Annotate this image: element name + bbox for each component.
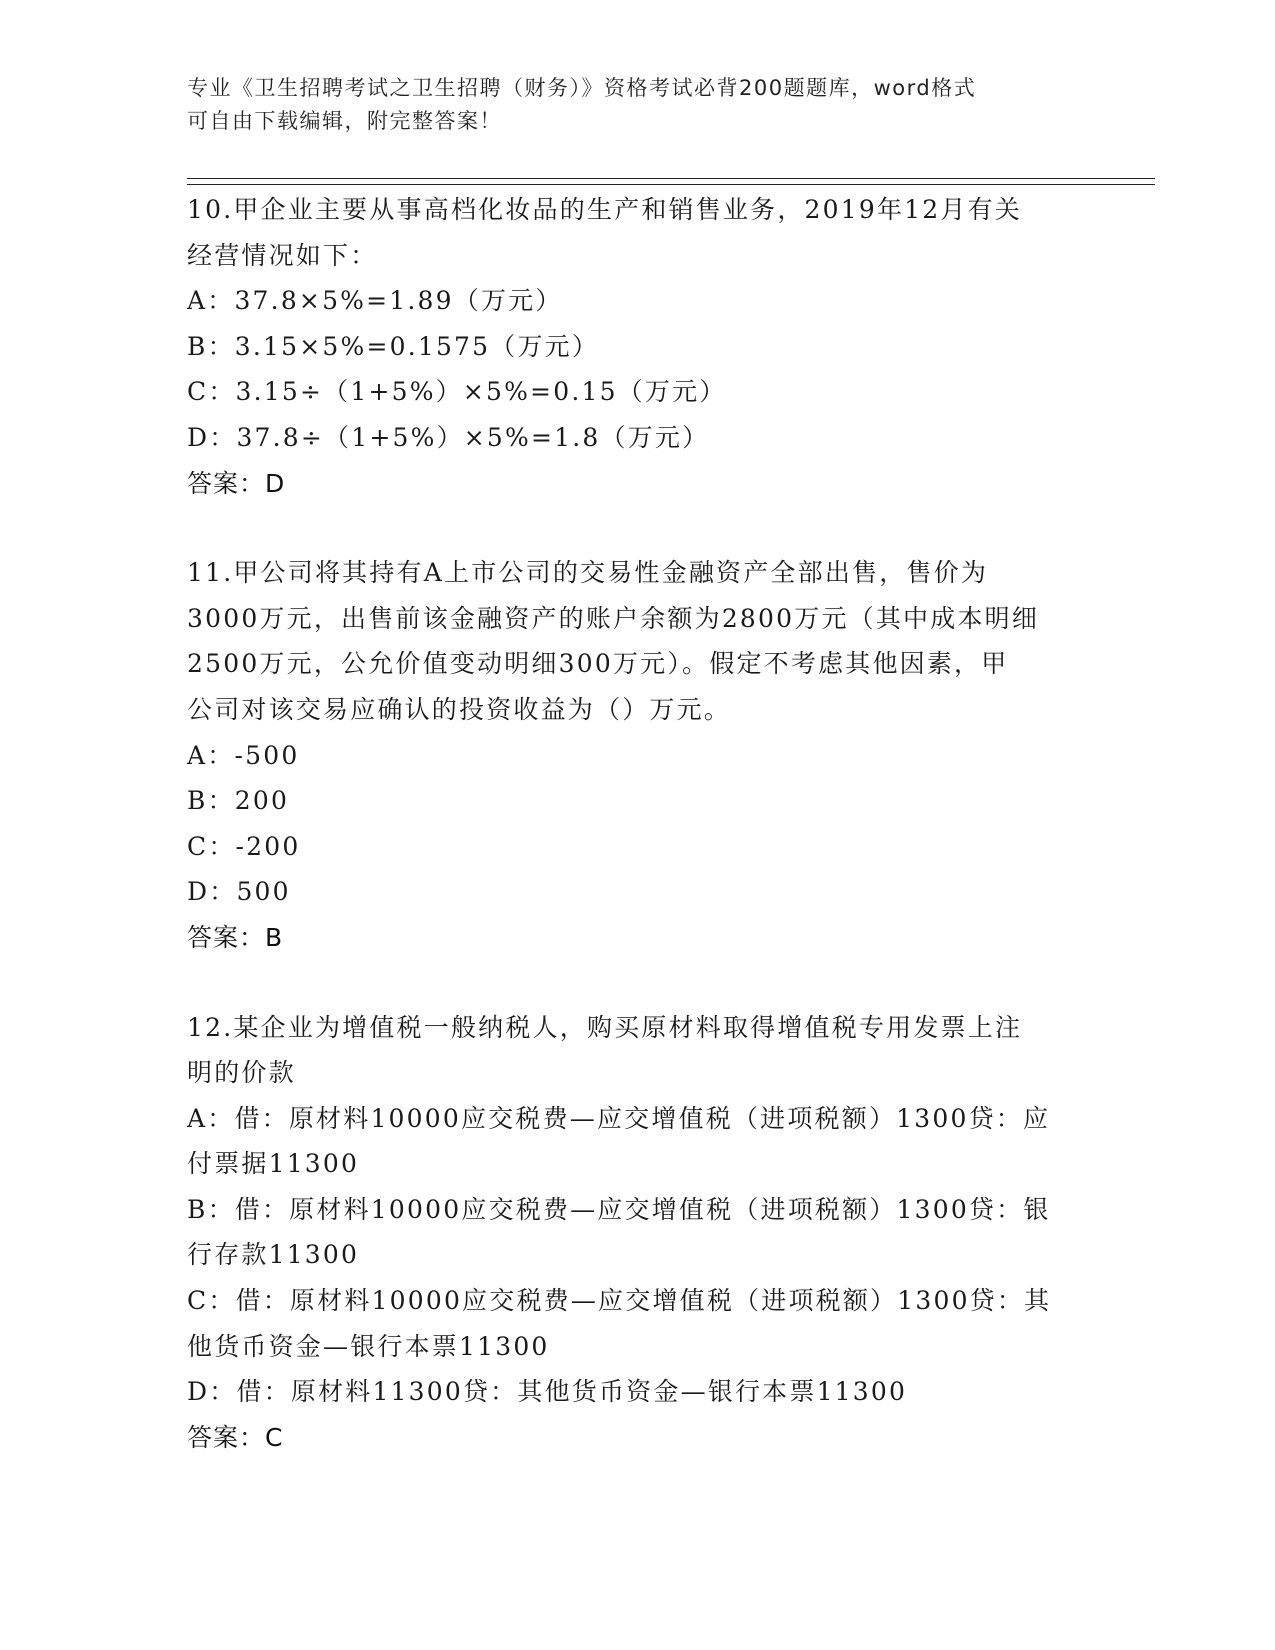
option-d: D：500 (187, 877, 291, 907)
option-b: B：3.15×5%=0.1575（万元） (187, 331, 600, 361)
question-stem-line: 11.甲公司将其持有A上市公司的交易性金融资产全部出售，售价为 (187, 558, 989, 588)
answer-line: 答案：D (187, 468, 286, 498)
header-divider-thick (187, 178, 1155, 179)
option-b: B：借：原材料10000应交税费—应交增值税（进项税额）1300贷：银 (187, 1194, 1051, 1224)
question-11 (187, 550, 1087, 960)
document-header (187, 72, 1067, 138)
answer-line: 答案：B (187, 922, 284, 952)
option-d: D：37.8÷（1+5%）×5%=1.8（万元） (187, 422, 710, 452)
question-10 (187, 187, 1087, 506)
question-stem-line: 3000万元，出售前该金融资产的账户余额为2800万元（其中成本明细 (187, 603, 1040, 633)
option-a: A：37.8×5%=1.89（万元） (187, 286, 563, 316)
option-c-continued: 他货币资金—银行本票11300 (187, 1331, 550, 1361)
question-stem-line: 明的价款 (187, 1058, 296, 1088)
answer-line: 答案：C (187, 1422, 284, 1452)
option-b-continued: 行存款11300 (187, 1240, 360, 1270)
question-stem-line: 经营情况如下： (187, 240, 378, 270)
question-12 (187, 1005, 1087, 1461)
question-stem-line: 10.甲企业主要从事高档化妆品的生产和销售业务，2019年12月有关 (187, 195, 1022, 224)
option-a: A：借：原材料10000应交税费—应交增值税（进项税额）1300贷：应 (187, 1103, 1051, 1133)
option-b: B：200 (187, 786, 290, 816)
header-line: 可自由下载编辑，附完整答案！ (187, 109, 502, 133)
header-divider-thin (187, 184, 1155, 185)
header-line: 专业《卫生招聘考试之卫生招聘（财务）》资格考试必背200题题库，word格式 (187, 76, 977, 100)
question-stem-line: 公司对该交易应确认的投资收益为（）万元。 (187, 694, 732, 724)
question-stem-line: 2500万元，公允价值变动明细300万元）。假定不考虑其他因素，甲 (187, 649, 1009, 679)
question-stem-line: 12.某企业为增值税一般纳税人，购买原材料取得增值税专用发票上注 (187, 1012, 1023, 1042)
option-a: A：-500 (187, 740, 300, 770)
option-c: C：-200 (187, 831, 301, 861)
option-d: D：借：原材料11300贷：其他货币资金—银行本票11300 (187, 1377, 908, 1407)
option-c: C：借：原材料10000应交税费—应交增值税（进项税额）1300贷：其 (187, 1286, 1052, 1316)
question-list (187, 187, 1087, 1460)
option-a-continued: 付票据11300 (187, 1149, 360, 1179)
option-c: C：3.15÷（1+5%）×5%=0.15（万元） (187, 377, 727, 407)
